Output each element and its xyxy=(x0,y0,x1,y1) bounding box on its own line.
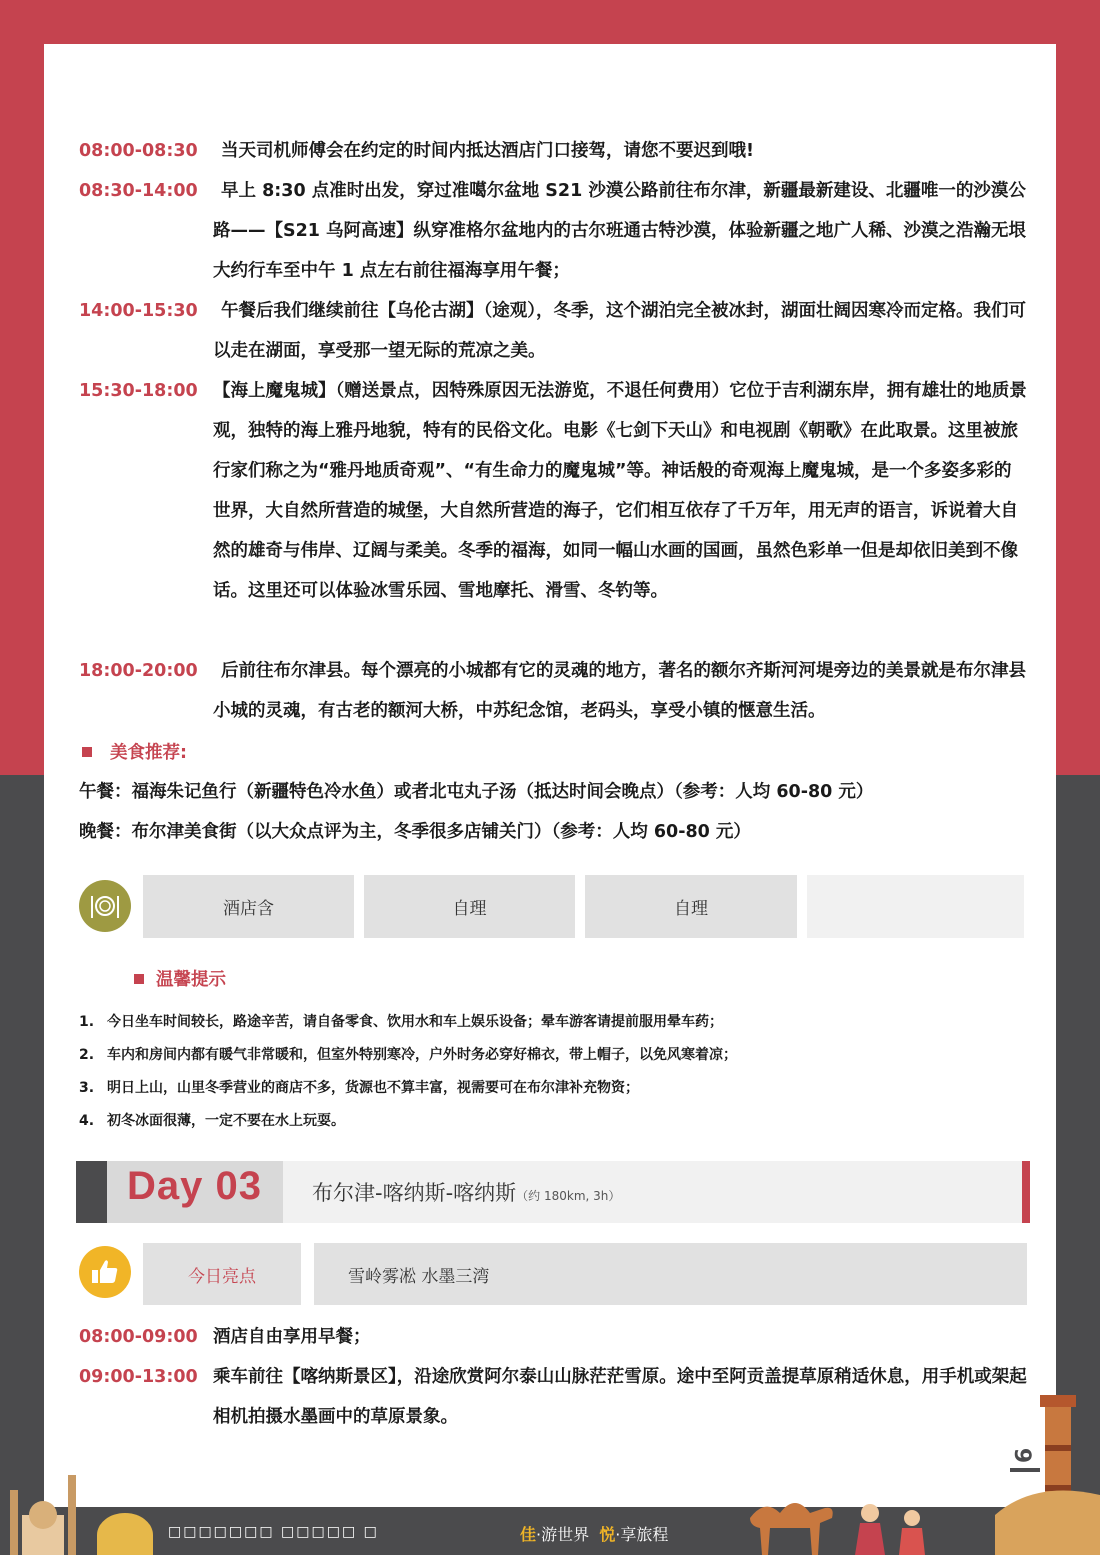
schedule-text: 后前往布尔津县。每个漂亮的小城都有它的灵魂的地方，著名的额尔齐斯河河堤旁边的美景就是布尔津县小城的灵魂，有古老的额河大桥，中苏纪念馆，老码头，享受小镇的惬意生活。 xyxy=(213,661,1026,721)
meal-dinner: 自理 xyxy=(585,875,797,938)
schedule-time: 08:00-09:00 xyxy=(79,1327,198,1347)
tip-item: 3. 明日上山，山里冬季营业的商店不多，货源也不算丰富，视需要可在布尔津补充物资； xyxy=(79,1080,639,1096)
square-bullet-icon xyxy=(82,747,92,757)
schedule-time: 08:00-08:30 xyxy=(79,141,198,161)
schedule-row xyxy=(79,1357,1029,1437)
day-route: 布尔津-喀纳斯-喀纳斯（约 180km, 3h） xyxy=(312,1181,621,1205)
food-heading: 美食推荐: xyxy=(82,739,187,764)
tips-heading: 温馨提示 xyxy=(134,966,226,991)
schedule-row xyxy=(79,651,1029,731)
day-header xyxy=(76,1161,1030,1223)
schedule-text: 当天司机师傅会在约定的时间内抵达酒店门口接驾，请您不要迟到哦! xyxy=(221,141,754,161)
mosque-illustration xyxy=(0,1460,160,1555)
tip-item: 2. 车内和房间内都有暖气非常暖和，但室外特别寒冷，户外时务必穿好棉衣，带上帽子，以免风寒着凉； xyxy=(79,1047,737,1063)
schedule-text: 早上 8:30 点准时出发，穿过准噶尔盆地 S21 沙漠公路前往布尔津，新疆最新建设、北疆唯一的沙漠公路——【S21 乌阿高速】纵穿准格尔盆地内的古尔班通古特沙漠，体验新疆之地广人稀、沙漠之浩瀚无垠大约行车至中午 1 点左右前往福海享用午餐； xyxy=(213,181,1027,281)
thumbs-up-icon xyxy=(79,1246,131,1298)
tips-list xyxy=(79,1008,1029,1140)
highlight-label: 今日亮点 xyxy=(143,1243,301,1305)
camel-illustration xyxy=(740,1478,930,1555)
day-header-dark-tab xyxy=(76,1161,107,1223)
schedule-time: 18:00-20:00 xyxy=(79,661,198,681)
schedule-row xyxy=(79,131,1029,171)
schedule-row xyxy=(79,171,1029,291)
schedule-time: 09:00-13:00 xyxy=(79,1367,198,1387)
schedule-time: 14:00-15:30 xyxy=(79,301,198,321)
meal-icon xyxy=(79,880,131,932)
lunch-recommendation: 午餐：福海朱记鱼行（新疆特色冷水鱼）或者北屯丸子汤（抵达时间会晚点）（参考：人均 60-80 元） xyxy=(79,782,874,802)
day-header-accent-bar xyxy=(1022,1161,1030,1223)
tip-item: 1. 今日坐车时间较长，路途辛苦，请自备零食、饮用水和车上娱乐设备；晕车游客请提前服用晕车药； xyxy=(79,1014,723,1030)
schedule-text: 乘车前往【喀纳斯景区】，沿途欣赏阿尔泰山山脉茫茫雪原。途中至阿贡盖提草原稍适休息，用手机或架起相机拍摄水墨画中的草原景象。 xyxy=(213,1367,1027,1427)
footer-placeholder-text: □□□□□□□ □□□□□ □ xyxy=(168,1524,379,1540)
schedule-row xyxy=(79,371,1029,651)
footer-slogan: 佳·游世界 悦·享旅程 xyxy=(520,1525,669,1544)
schedule-text: 【海上魔鬼城】（赠送景点，因特殊原因无法游览，不退任何费用）它位于吉利湖东岸，拥有雄壮的地质景观，独特的海上雅丹地貌，特有的民俗文化。电影《七剑下天山》和电视剧《朝歌》在此取景。这里被旅行家们称之为“雅丹地质奇观”、“有生命力的魔鬼城”等。神话般的奇观海上魔鬼城，是一个多姿多彩的世界，大自然所营造的城堡，大自然所营造的海子，它们相互依存了千万年，用无声的语言，诉说着大自然的雄奇与伟岸、辽阔与柔美。冬季的福海，如同一幅山水画的国画，虽然色彩单一但是却依旧美到不像话。这里还可以体验冰雪乐园、雪地摩托、滑雪、冬钓等。 xyxy=(213,381,1027,601)
meal-extra xyxy=(807,875,1024,938)
day-label: Day 03 xyxy=(127,1164,262,1208)
page-number: 9 xyxy=(1009,1447,1035,1464)
schedule-time: 15:30-18:00 xyxy=(79,381,198,401)
schedule-row xyxy=(79,1317,1029,1357)
tip-item: 4. 初冬冰面很薄，一定不要在水上玩耍。 xyxy=(79,1113,345,1129)
schedule-text: 午餐后我们继续前往【乌伦古湖】（途观），冬季，这个湖泊完全被冰封，湖面壮阔因寒冷而定格。我们可以走在湖面，享受那一望无际的荒凉之美。 xyxy=(213,301,1026,361)
schedule-row xyxy=(79,291,1029,371)
meal-breakfast: 酒店含 xyxy=(143,875,354,938)
schedule-text: 酒店自由享用早餐； xyxy=(213,1327,371,1347)
meal-lunch: 自理 xyxy=(364,875,575,938)
highlight-text: 雪岭雾凇 水墨三湾 xyxy=(314,1243,1027,1305)
schedule-time: 08:30-14:00 xyxy=(79,181,198,201)
dinner-recommendation: 晚餐：布尔津美食街（以大众点评为主，冬季很多店铺关门）（参考：人均 60-80 元） xyxy=(79,822,751,842)
page-number-bar xyxy=(1010,1468,1040,1472)
square-bullet-icon xyxy=(134,974,144,984)
